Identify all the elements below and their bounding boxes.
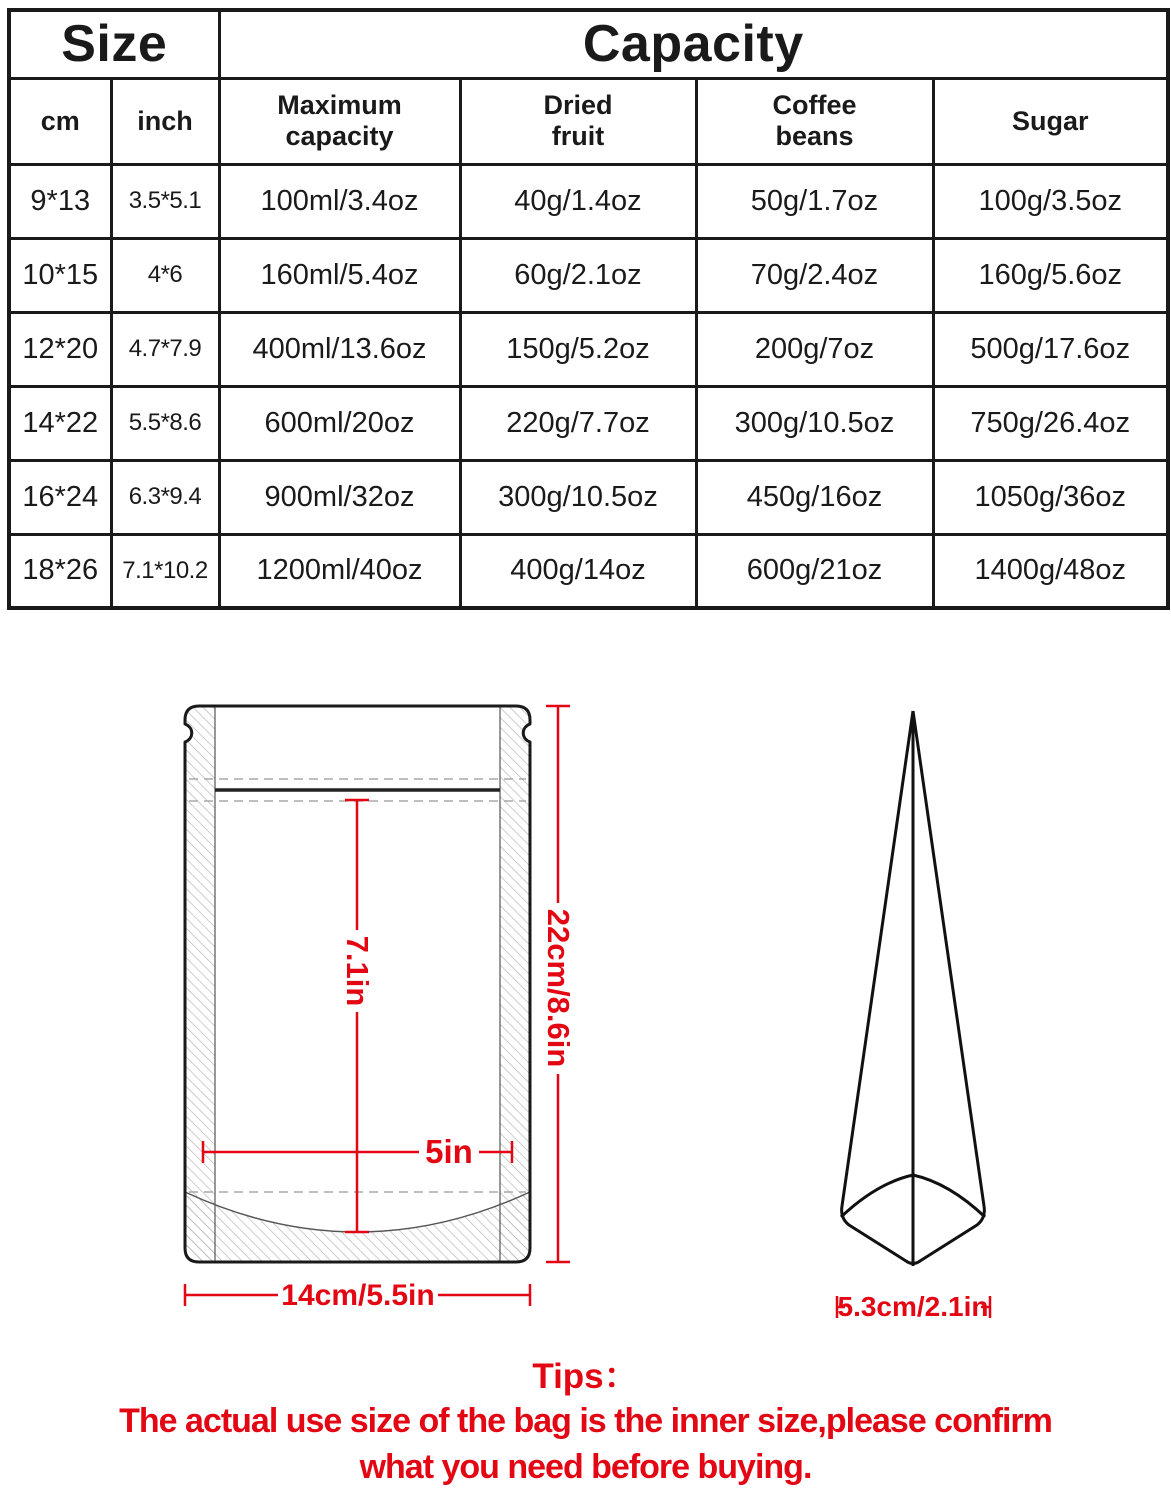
inner-width-label: 5in — [425, 1132, 473, 1170]
size-capacity-table — [7, 8, 1170, 610]
tips-section — [0, 1356, 1171, 1490]
table-group-header-row — [9, 10, 1168, 78]
cell-inch: 7.1*10.2 — [111, 534, 219, 608]
cell-fruit: 300g/10.5oz — [460, 460, 696, 534]
col-header-dried-fruit: Dried fruit — [460, 78, 696, 164]
cell-coffee: 50g/1.7oz — [696, 164, 933, 238]
table-row — [9, 312, 1168, 386]
cell-coffee: 200g/7oz — [696, 312, 933, 386]
cell-cm: 14*22 — [9, 386, 111, 460]
cell-max: 1200ml/40oz — [219, 534, 460, 608]
table-row — [9, 534, 1168, 608]
table-row — [9, 238, 1168, 312]
size-group-header: Size — [9, 10, 219, 78]
table-row — [9, 386, 1168, 460]
col-header-sugar: Sugar — [933, 78, 1168, 164]
table-row — [9, 460, 1168, 534]
col-header-inch: inch — [111, 78, 219, 164]
col-header-max-capacity: Maximum capacity — [219, 78, 460, 164]
cell-coffee: 450g/16oz — [696, 460, 933, 534]
cell-inch: 4*6 — [111, 238, 219, 312]
inner-height-label: 7.1in — [339, 935, 375, 1007]
cell-fruit: 150g/5.2oz — [460, 312, 696, 386]
cell-cm: 9*13 — [9, 164, 111, 238]
table-column-header-row — [9, 78, 1168, 164]
cell-max: 900ml/32oz — [219, 460, 460, 534]
cell-cm: 16*24 — [9, 460, 111, 534]
cell-fruit: 220g/7.7oz — [460, 386, 696, 460]
left-seal-hatch — [185, 706, 215, 1262]
cell-fruit: 400g/14oz — [460, 534, 696, 608]
cell-coffee: 600g/21oz — [696, 534, 933, 608]
capacity-group-header: Capacity — [219, 10, 1168, 78]
cell-fruit: 40g/1.4oz — [460, 164, 696, 238]
right-seal-hatch — [500, 706, 530, 1262]
cell-inch: 4.7*7.9 — [111, 312, 219, 386]
cell-inch: 6.3*9.4 — [111, 460, 219, 534]
bottom-width-label: 14cm/5.5in — [281, 1278, 435, 1312]
col-header-cm: cm — [9, 78, 111, 164]
cell-sugar: 1050g/36oz — [933, 460, 1168, 534]
cell-cm: 18*26 — [9, 534, 111, 608]
table-row — [9, 164, 1168, 238]
cell-sugar: 160g/5.6oz — [933, 238, 1168, 312]
tips-line-1: The actual use size of the bag is the inner size,please confirm — [119, 1402, 1052, 1440]
cell-max: 100ml/3.4oz — [219, 164, 460, 238]
gusset-width-label: 5.3cm/2.1in — [837, 1291, 989, 1323]
cell-coffee: 70g/2.4oz — [696, 238, 933, 312]
bag-dimension-diagram — [0, 660, 1171, 1360]
cell-sugar: 100g/3.5oz — [933, 164, 1168, 238]
cell-coffee: 300g/10.5oz — [696, 386, 933, 460]
cell-cm: 10*15 — [9, 238, 111, 312]
cell-max: 400ml/13.6oz — [219, 312, 460, 386]
total-height-label: 22cm/8.6in — [540, 908, 576, 1068]
cell-cm: 12*20 — [9, 312, 111, 386]
cell-max: 160ml/5.4oz — [219, 238, 460, 312]
cell-sugar: 750g/26.4oz — [933, 386, 1168, 460]
cell-fruit: 60g/2.1oz — [460, 238, 696, 312]
cell-max: 600ml/20oz — [219, 386, 460, 460]
col-header-coffee-beans: Coffee beans — [696, 78, 933, 164]
cell-inch: 3.5*5.1 — [111, 164, 219, 238]
cell-sugar: 500g/17.6oz — [933, 312, 1168, 386]
tips-title: Tips： — [532, 1357, 639, 1396]
cell-inch: 5.5*8.6 — [111, 386, 219, 460]
cell-sugar: 1400g/48oz — [933, 534, 1168, 608]
tips-line-2: what you need before buying. — [359, 1448, 812, 1486]
